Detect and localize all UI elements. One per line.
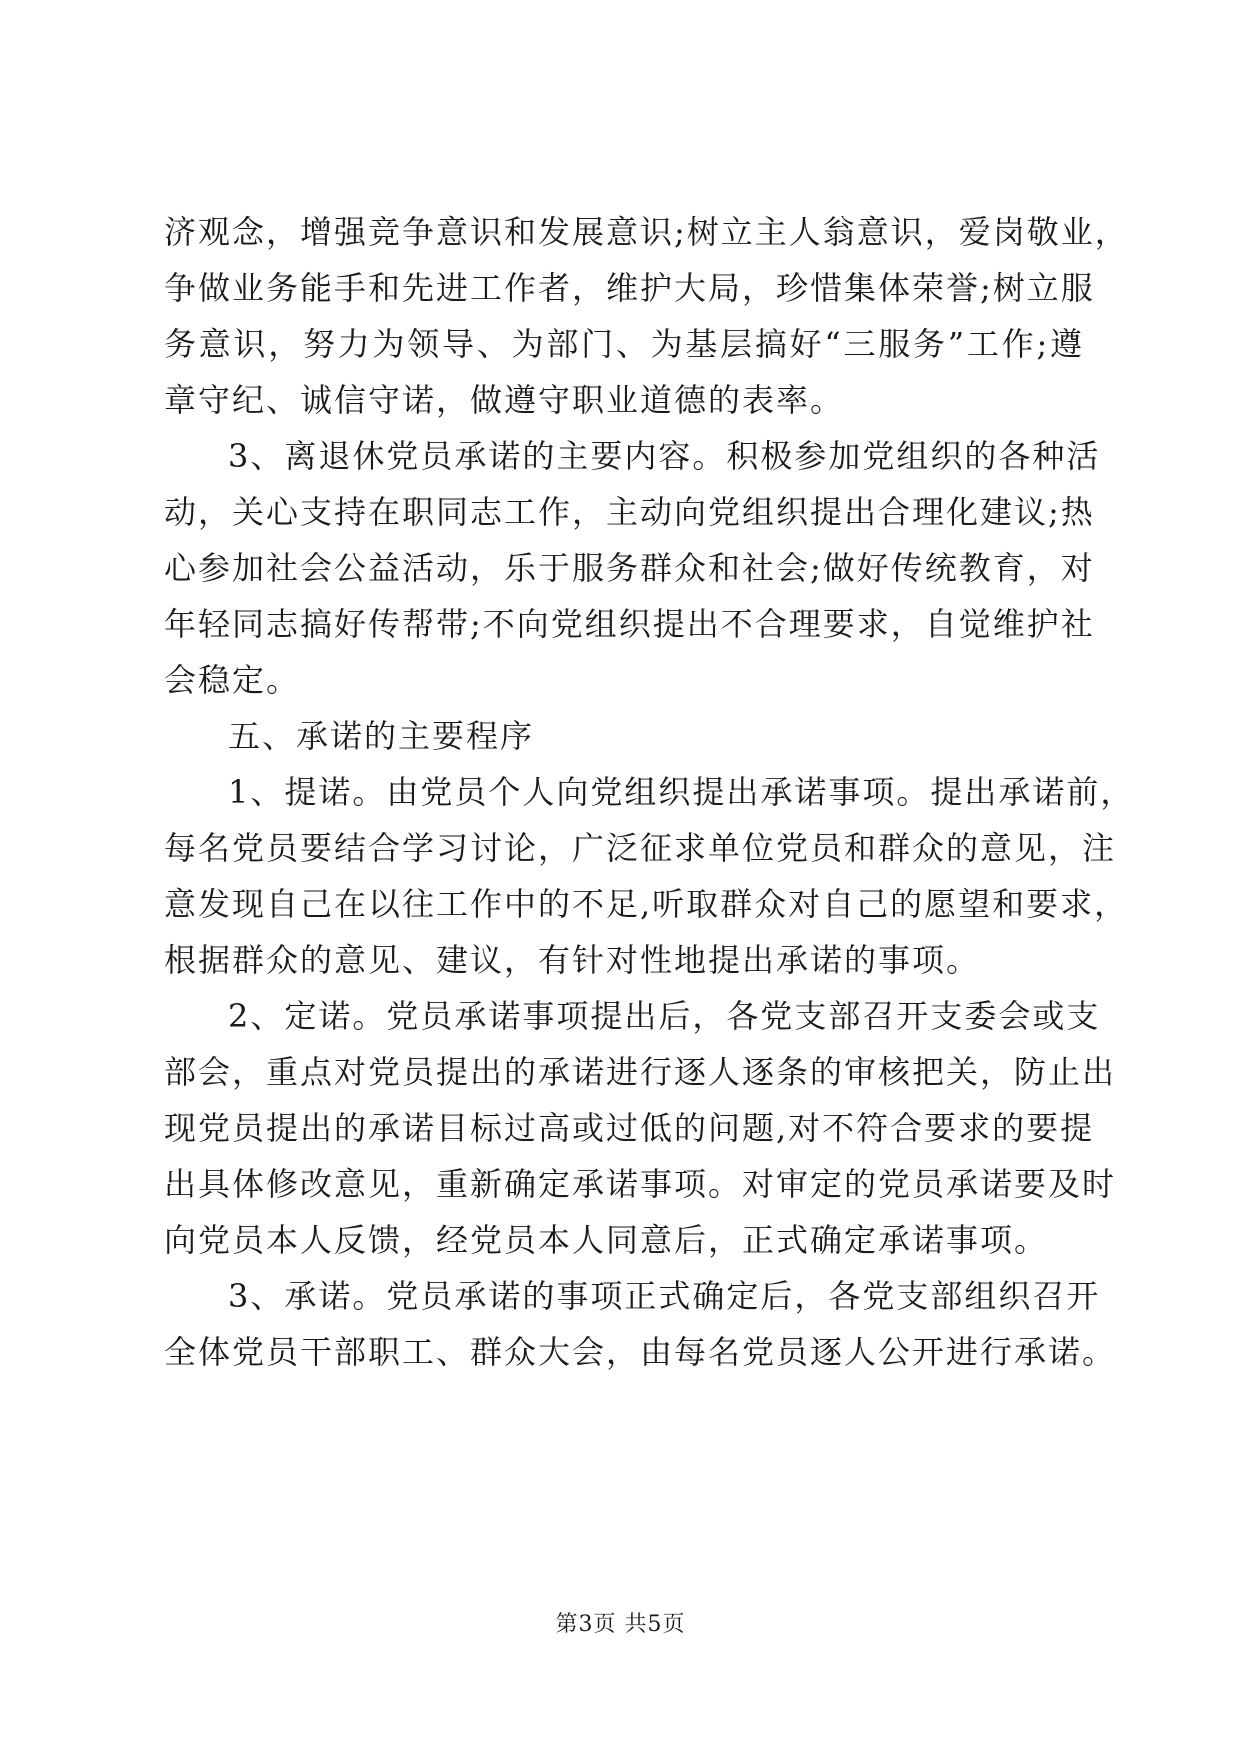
text-line: 济观念，增强竞争意识和发展意识;树立主人翁意识，爱岗敬业， [164, 213, 1129, 251]
text-line: 章守纪、诚信守诺，做遵守职业道德的表率。 [164, 381, 845, 419]
text-line: 会稳定。 [164, 661, 301, 699]
text-line: 意发现自己在以往工作中的不足,听取群众对自己的愿望和要求， [164, 885, 1129, 923]
text-line: 部会，重点对党员提出的承诺进行逐人逐条的审核把关，防止出 [164, 1053, 1117, 1091]
text-line: 每名党员要结合学习讨论，广泛征求单位党员和群众的意见，注 [164, 829, 1117, 867]
page-footer: 第3页 共5页 [555, 1612, 686, 1637]
paragraph-first-line: 3、离退休党员承诺的主要内容。积极参加党组织的各种活 [228, 437, 1101, 475]
text-line: 争做业务能手和先进工作者，维护大局，珍惜集体荣誉;树立服 [164, 269, 1095, 307]
paragraph-first-line: 1、提诺。由党员个人向党组织提出承诺事项。提出承诺前， [228, 773, 1135, 811]
text-line: 出具体修改意见，重新确定承诺事项。对审定的党员承诺要及时 [164, 1165, 1117, 1203]
text-line: 全体党员干部职工、群众大会，由每名党员逐人公开进行承诺。 [164, 1333, 1117, 1371]
text-line: 向党员本人反馈，经党员本人同意后，正式确定承诺事项。 [164, 1221, 1049, 1259]
paragraph-first-line: 3、承诺。党员承诺的事项正式确定后，各党支部组织召开 [228, 1277, 1101, 1315]
text-line: 动，关心支持在职同志工作，主动向党组织提出合理化建议;热 [164, 493, 1095, 531]
text-line: 务意识，努力为领导、为部门、为基层搞好“三服务”工作;遵 [164, 325, 1084, 363]
text-line: 年轻同志搞好传帮带;不向党组织提出不合理要求，自觉维护社 [164, 605, 1095, 643]
text-line: 心参加社会公益活动，乐于服务群众和社会;做好传统教育，对 [164, 549, 1095, 587]
text-line: 现党员提出的承诺目标过高或过低的问题,对不符合要求的要提 [164, 1109, 1095, 1147]
paragraph-first-line: 2、定诺。党员承诺事项提出后，各党支部召开支委会或支 [228, 997, 1101, 1035]
text-line: 根据群众的意见、建议，有针对性地提出承诺的事项。 [164, 941, 981, 979]
section-heading: 五、承诺的主要程序 [228, 717, 535, 755]
